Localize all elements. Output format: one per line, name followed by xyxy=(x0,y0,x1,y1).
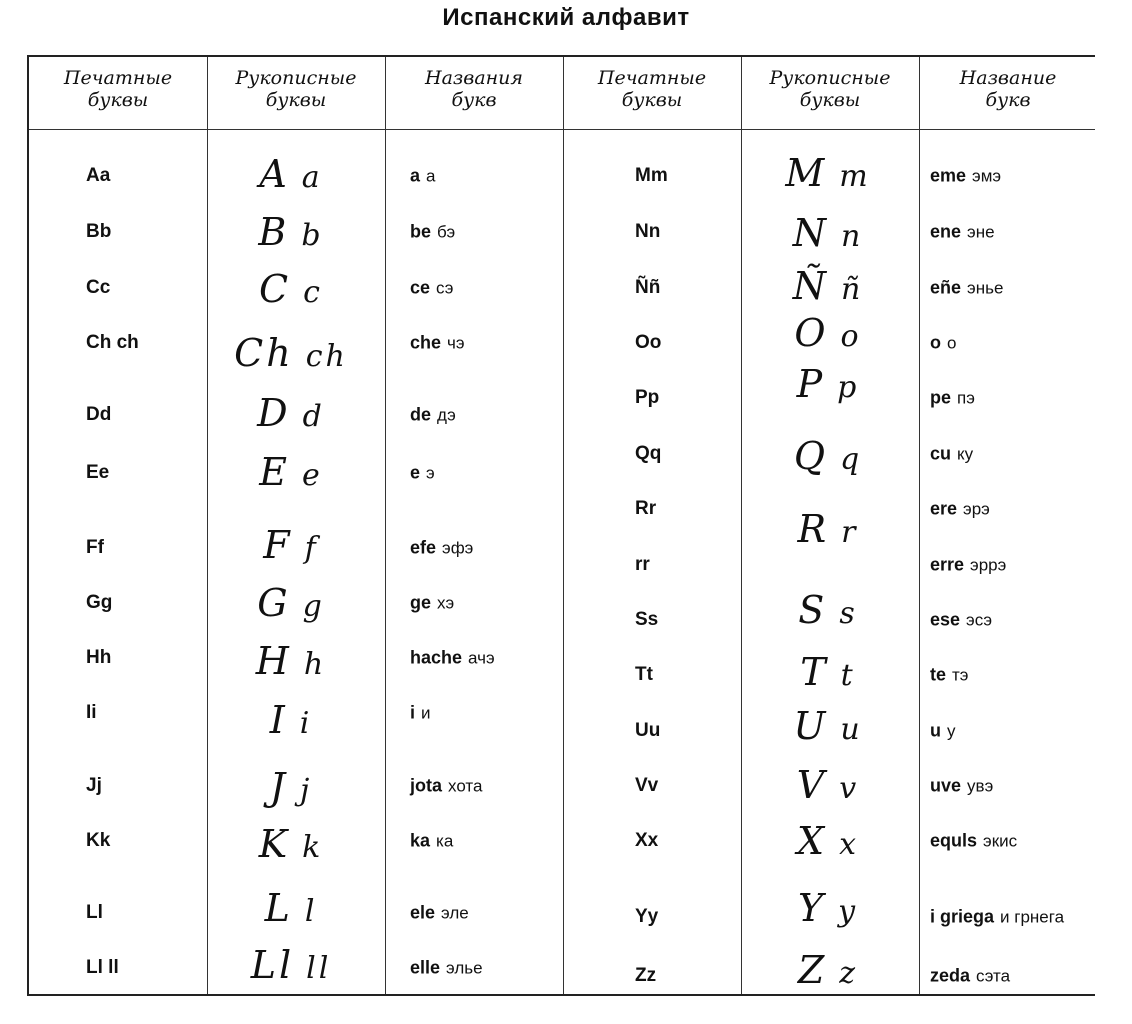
handwritten-letter xyxy=(259,267,323,311)
letter-name-spanish: be xyxy=(410,221,432,242)
handwritten-lower: f xyxy=(304,531,319,566)
letter-name-spanish: de xyxy=(410,404,432,425)
handwritten-upper: G xyxy=(257,581,291,625)
handwritten-upper: I xyxy=(269,698,288,742)
letter-name-spanish: te xyxy=(930,664,947,685)
handwritten-upper: K xyxy=(258,822,291,866)
column-divider xyxy=(563,57,564,994)
letter-name-spanish: ka xyxy=(410,830,431,851)
letter-name-spanish: ele xyxy=(410,902,436,923)
letter-name-russian: эрэ xyxy=(963,499,990,519)
letter-name xyxy=(930,665,968,686)
printed-letter: Mm xyxy=(635,165,668,186)
letter-name-spanish: erre xyxy=(930,554,965,575)
letter-name-russian: увэ xyxy=(967,776,994,796)
printed-letter: Ff xyxy=(86,537,104,558)
handwritten-upper: U xyxy=(793,704,829,748)
handwritten-lower: d xyxy=(302,399,325,434)
handwritten-letter xyxy=(798,948,858,992)
letter-name-russian: эррэ xyxy=(970,555,1007,575)
letter-name-spanish: elle xyxy=(410,957,441,978)
handwritten-upper: E xyxy=(259,450,290,494)
handwritten-letter xyxy=(263,523,318,567)
letter-name-spanish: i griega xyxy=(930,906,995,927)
letter-name xyxy=(410,405,456,426)
letter-name xyxy=(410,463,435,484)
letter-name-russian: тэ xyxy=(952,665,969,685)
handwritten-upper: Y xyxy=(797,886,827,930)
letter-name-russian: чэ xyxy=(447,333,465,353)
handwritten-letter xyxy=(794,434,862,478)
letter-name-russian: эфэ xyxy=(442,538,474,558)
letter-name-spanish: efe xyxy=(410,537,437,558)
handwritten-letter xyxy=(234,331,348,375)
printed-letter: Vv xyxy=(635,775,659,796)
handwritten-upper: N xyxy=(792,211,829,255)
handwritten-lower: j xyxy=(299,773,313,808)
handwritten-upper: H xyxy=(255,639,292,683)
column-divider xyxy=(919,57,920,994)
handwritten-lower: p xyxy=(837,370,860,405)
handwritten-letter xyxy=(785,151,870,195)
handwritten-letter xyxy=(258,210,323,254)
handwritten-lower: o xyxy=(840,319,862,354)
handwritten-letter xyxy=(798,886,858,930)
letter-name-spanish: che xyxy=(410,332,442,353)
handwritten-upper: V xyxy=(796,763,828,807)
handwritten-upper: D xyxy=(257,391,291,435)
letter-name-spanish: zeda xyxy=(930,965,971,986)
printed-letter: Ch ch xyxy=(86,332,139,353)
handwritten-letter xyxy=(259,450,323,494)
letter-name-russian: бэ xyxy=(437,222,456,242)
letter-name-russian: эне xyxy=(967,222,995,242)
printed-letter: Aa xyxy=(86,165,111,186)
letter-name-spanish: e xyxy=(410,462,421,483)
letter-name-spanish: ene xyxy=(930,221,962,242)
letter-name-russian: элье xyxy=(446,958,483,978)
handwritten-lower: i xyxy=(299,706,313,741)
handwritten-lower: t xyxy=(840,658,856,693)
handwritten-letter xyxy=(259,822,324,866)
printed-letter: Yy xyxy=(635,906,659,927)
handwritten-letter xyxy=(270,698,313,742)
header-handwritten-right: Рукописные буквы xyxy=(769,67,891,111)
header-names-left: Названия букв xyxy=(425,67,523,111)
column-divider xyxy=(207,57,208,994)
letter-name xyxy=(930,166,1001,187)
letter-name-russian: и грнега xyxy=(1000,907,1065,927)
header-printed-left: Печатные буквы xyxy=(63,67,173,111)
handwritten-upper: L xyxy=(264,886,293,930)
handwritten-lower: n xyxy=(840,219,864,254)
handwritten-letter xyxy=(793,211,864,255)
letter-name xyxy=(410,903,469,924)
page-title: Испанский алфавит xyxy=(442,4,690,31)
letter-name xyxy=(410,166,435,187)
handwritten-lower: h xyxy=(303,647,327,682)
handwritten-upper: A xyxy=(259,152,290,196)
letter-name-russian: ка xyxy=(436,831,454,851)
printed-letter: Ee xyxy=(86,462,110,483)
letter-name-russian: у xyxy=(947,721,956,741)
letter-name-spanish: ce xyxy=(410,277,431,298)
handwritten-letter xyxy=(256,639,326,683)
letter-name xyxy=(930,388,975,409)
handwritten-lower: a xyxy=(301,160,323,195)
letter-name xyxy=(930,222,995,243)
letter-name-russian: дэ xyxy=(437,405,456,425)
letter-name-russian: экис xyxy=(983,831,1018,851)
letter-name xyxy=(930,831,1017,852)
letter-name-spanish: ere xyxy=(930,498,958,519)
handwritten-upper: Ll xyxy=(250,943,295,987)
handwritten-lower: y xyxy=(838,894,859,929)
handwritten-lower: q xyxy=(839,442,863,477)
letter-name-russian: о xyxy=(947,333,957,353)
letter-name-spanish: jota xyxy=(410,775,443,796)
handwritten-lower: c xyxy=(303,275,323,310)
handwritten-lower: ll xyxy=(306,951,332,986)
letter-name xyxy=(930,278,1003,299)
letter-name xyxy=(930,444,973,465)
handwritten-letter xyxy=(793,704,862,748)
column-divider xyxy=(741,57,742,994)
header-handwritten-left: Рукописные буквы xyxy=(235,67,357,111)
letter-name-spanish: eme xyxy=(930,165,967,186)
handwritten-lower: b xyxy=(301,218,324,253)
letter-name-russian: сэта xyxy=(976,966,1011,986)
handwritten-lower: s xyxy=(839,596,858,631)
handwritten-upper: C xyxy=(259,267,292,311)
letter-name-spanish: hache xyxy=(410,647,463,668)
handwritten-upper: Ñ xyxy=(792,264,829,308)
printed-letter: Qq xyxy=(635,443,662,464)
letter-name-russian: и xyxy=(421,703,431,723)
letter-name-russian: ачэ xyxy=(468,648,495,668)
letter-name-spanish: pe xyxy=(930,387,952,408)
letter-name xyxy=(410,776,482,797)
handwritten-upper: Ch xyxy=(234,331,294,375)
letter-name-spanish: a xyxy=(410,165,421,186)
letter-name-russian: э xyxy=(426,463,435,483)
handwritten-lower: z xyxy=(839,956,859,991)
letter-name-russian: пэ xyxy=(957,388,975,408)
header-names-right: Название букв xyxy=(959,67,1057,111)
handwritten-upper: T xyxy=(800,650,829,694)
letter-name-russian: а xyxy=(426,166,436,186)
printed-letter: Gg xyxy=(86,592,113,613)
column-divider xyxy=(385,57,386,994)
handwritten-letter xyxy=(798,588,857,632)
printed-letter: Ll xyxy=(86,902,103,923)
printed-letter: rr xyxy=(635,554,650,575)
handwritten-lower: x xyxy=(839,827,859,862)
letter-name-spanish: ese xyxy=(930,609,961,630)
letter-name-spanish: equls xyxy=(930,830,978,851)
printed-letter: Hh xyxy=(86,647,112,668)
handwritten-upper: P xyxy=(796,362,826,406)
letter-name xyxy=(410,648,495,669)
printed-letter: Xx xyxy=(635,830,659,851)
handwritten-letter xyxy=(797,819,859,863)
handwritten-upper: Z xyxy=(797,948,828,992)
letter-name xyxy=(410,538,473,559)
letter-name-spanish: i xyxy=(410,702,416,723)
letter-name xyxy=(930,499,990,520)
handwritten-letter xyxy=(793,264,864,308)
handwritten-lower: k xyxy=(302,830,324,865)
letter-name xyxy=(930,776,993,797)
header-divider xyxy=(29,129,1095,130)
handwritten-upper: X xyxy=(797,819,828,863)
handwritten-lower: l xyxy=(304,894,318,929)
handwritten-upper: S xyxy=(798,588,828,632)
letter-name xyxy=(410,831,453,852)
handwritten-upper: F xyxy=(263,523,293,567)
letter-name-spanish: o xyxy=(930,332,941,353)
handwritten-lower: ch xyxy=(305,339,348,374)
printed-letter: Jj xyxy=(86,775,102,796)
handwritten-lower: r xyxy=(841,515,859,550)
alphabet-table xyxy=(27,55,1095,996)
printed-letter: Ññ xyxy=(635,277,661,298)
letter-name-russian: эсэ xyxy=(966,610,993,630)
letter-name xyxy=(410,593,454,614)
printed-letter: Zz xyxy=(635,965,657,986)
printed-letter: Kk xyxy=(86,830,111,851)
handwritten-letter xyxy=(800,650,855,694)
handwritten-lower: g xyxy=(302,589,325,624)
printed-letter: Uu xyxy=(635,720,661,741)
handwritten-letter xyxy=(251,943,332,987)
handwritten-letter xyxy=(257,581,325,625)
letter-name xyxy=(410,278,453,299)
handwritten-upper: Q xyxy=(793,434,828,478)
handwritten-lower: u xyxy=(840,712,863,747)
letter-name-russian: хэ xyxy=(437,593,455,613)
printed-letter: Ss xyxy=(635,609,659,630)
letter-name xyxy=(930,966,1010,987)
printed-letter: Oo xyxy=(635,332,662,353)
handwritten-upper: O xyxy=(794,311,829,355)
letter-name-russian: эле xyxy=(441,903,469,923)
letter-name-spanish: ge xyxy=(410,592,432,613)
printed-letter: Bb xyxy=(86,221,112,242)
printed-letter: Rr xyxy=(635,498,657,519)
printed-letter: Pp xyxy=(635,387,660,408)
handwritten-letter xyxy=(794,311,861,355)
letter-name-russian: сэ xyxy=(436,278,454,298)
letter-name-spanish: eñe xyxy=(930,277,962,298)
printed-letter: Tt xyxy=(635,664,653,685)
handwritten-lower: m xyxy=(839,159,871,194)
handwritten-lower: e xyxy=(301,458,323,493)
letter-name-russian: энье xyxy=(967,278,1004,298)
handwritten-upper: J xyxy=(269,765,288,809)
printed-letter: Ll ll xyxy=(86,957,119,978)
letter-name xyxy=(410,222,455,243)
letter-name xyxy=(410,958,483,979)
letter-name-russian: хота xyxy=(448,776,483,796)
handwritten-letter xyxy=(265,886,318,930)
handwritten-lower: v xyxy=(839,771,860,806)
letter-name-russian: эмэ xyxy=(972,166,1002,186)
handwritten-upper: R xyxy=(797,507,830,551)
handwritten-letter xyxy=(259,152,322,196)
letter-name xyxy=(930,721,956,742)
handwritten-letter xyxy=(270,765,313,809)
handwritten-letter xyxy=(798,507,859,551)
printed-letter: Nn xyxy=(635,221,661,242)
handwritten-upper: B xyxy=(258,210,290,254)
letter-name-russian: ку xyxy=(957,444,974,464)
letter-name xyxy=(410,703,431,724)
letter-name-spanish: cu xyxy=(930,443,952,464)
printed-letter: Ii xyxy=(86,702,97,723)
letter-name-spanish: u xyxy=(930,720,941,741)
letter-name xyxy=(410,333,465,354)
letter-name xyxy=(930,333,956,354)
letter-name xyxy=(930,555,1006,576)
handwritten-upper: M xyxy=(785,151,828,195)
letter-name xyxy=(930,610,992,631)
printed-letter: Dd xyxy=(86,404,112,425)
header-printed-right: Печатные буквы xyxy=(597,67,707,111)
handwritten-letter xyxy=(257,391,325,435)
handwritten-letter xyxy=(797,763,859,807)
printed-letter: Cc xyxy=(86,277,111,298)
handwritten-lower: ñ xyxy=(840,272,864,307)
letter-name-spanish: uve xyxy=(930,775,962,796)
letter-name xyxy=(930,907,1090,928)
handwritten-letter xyxy=(797,362,860,406)
